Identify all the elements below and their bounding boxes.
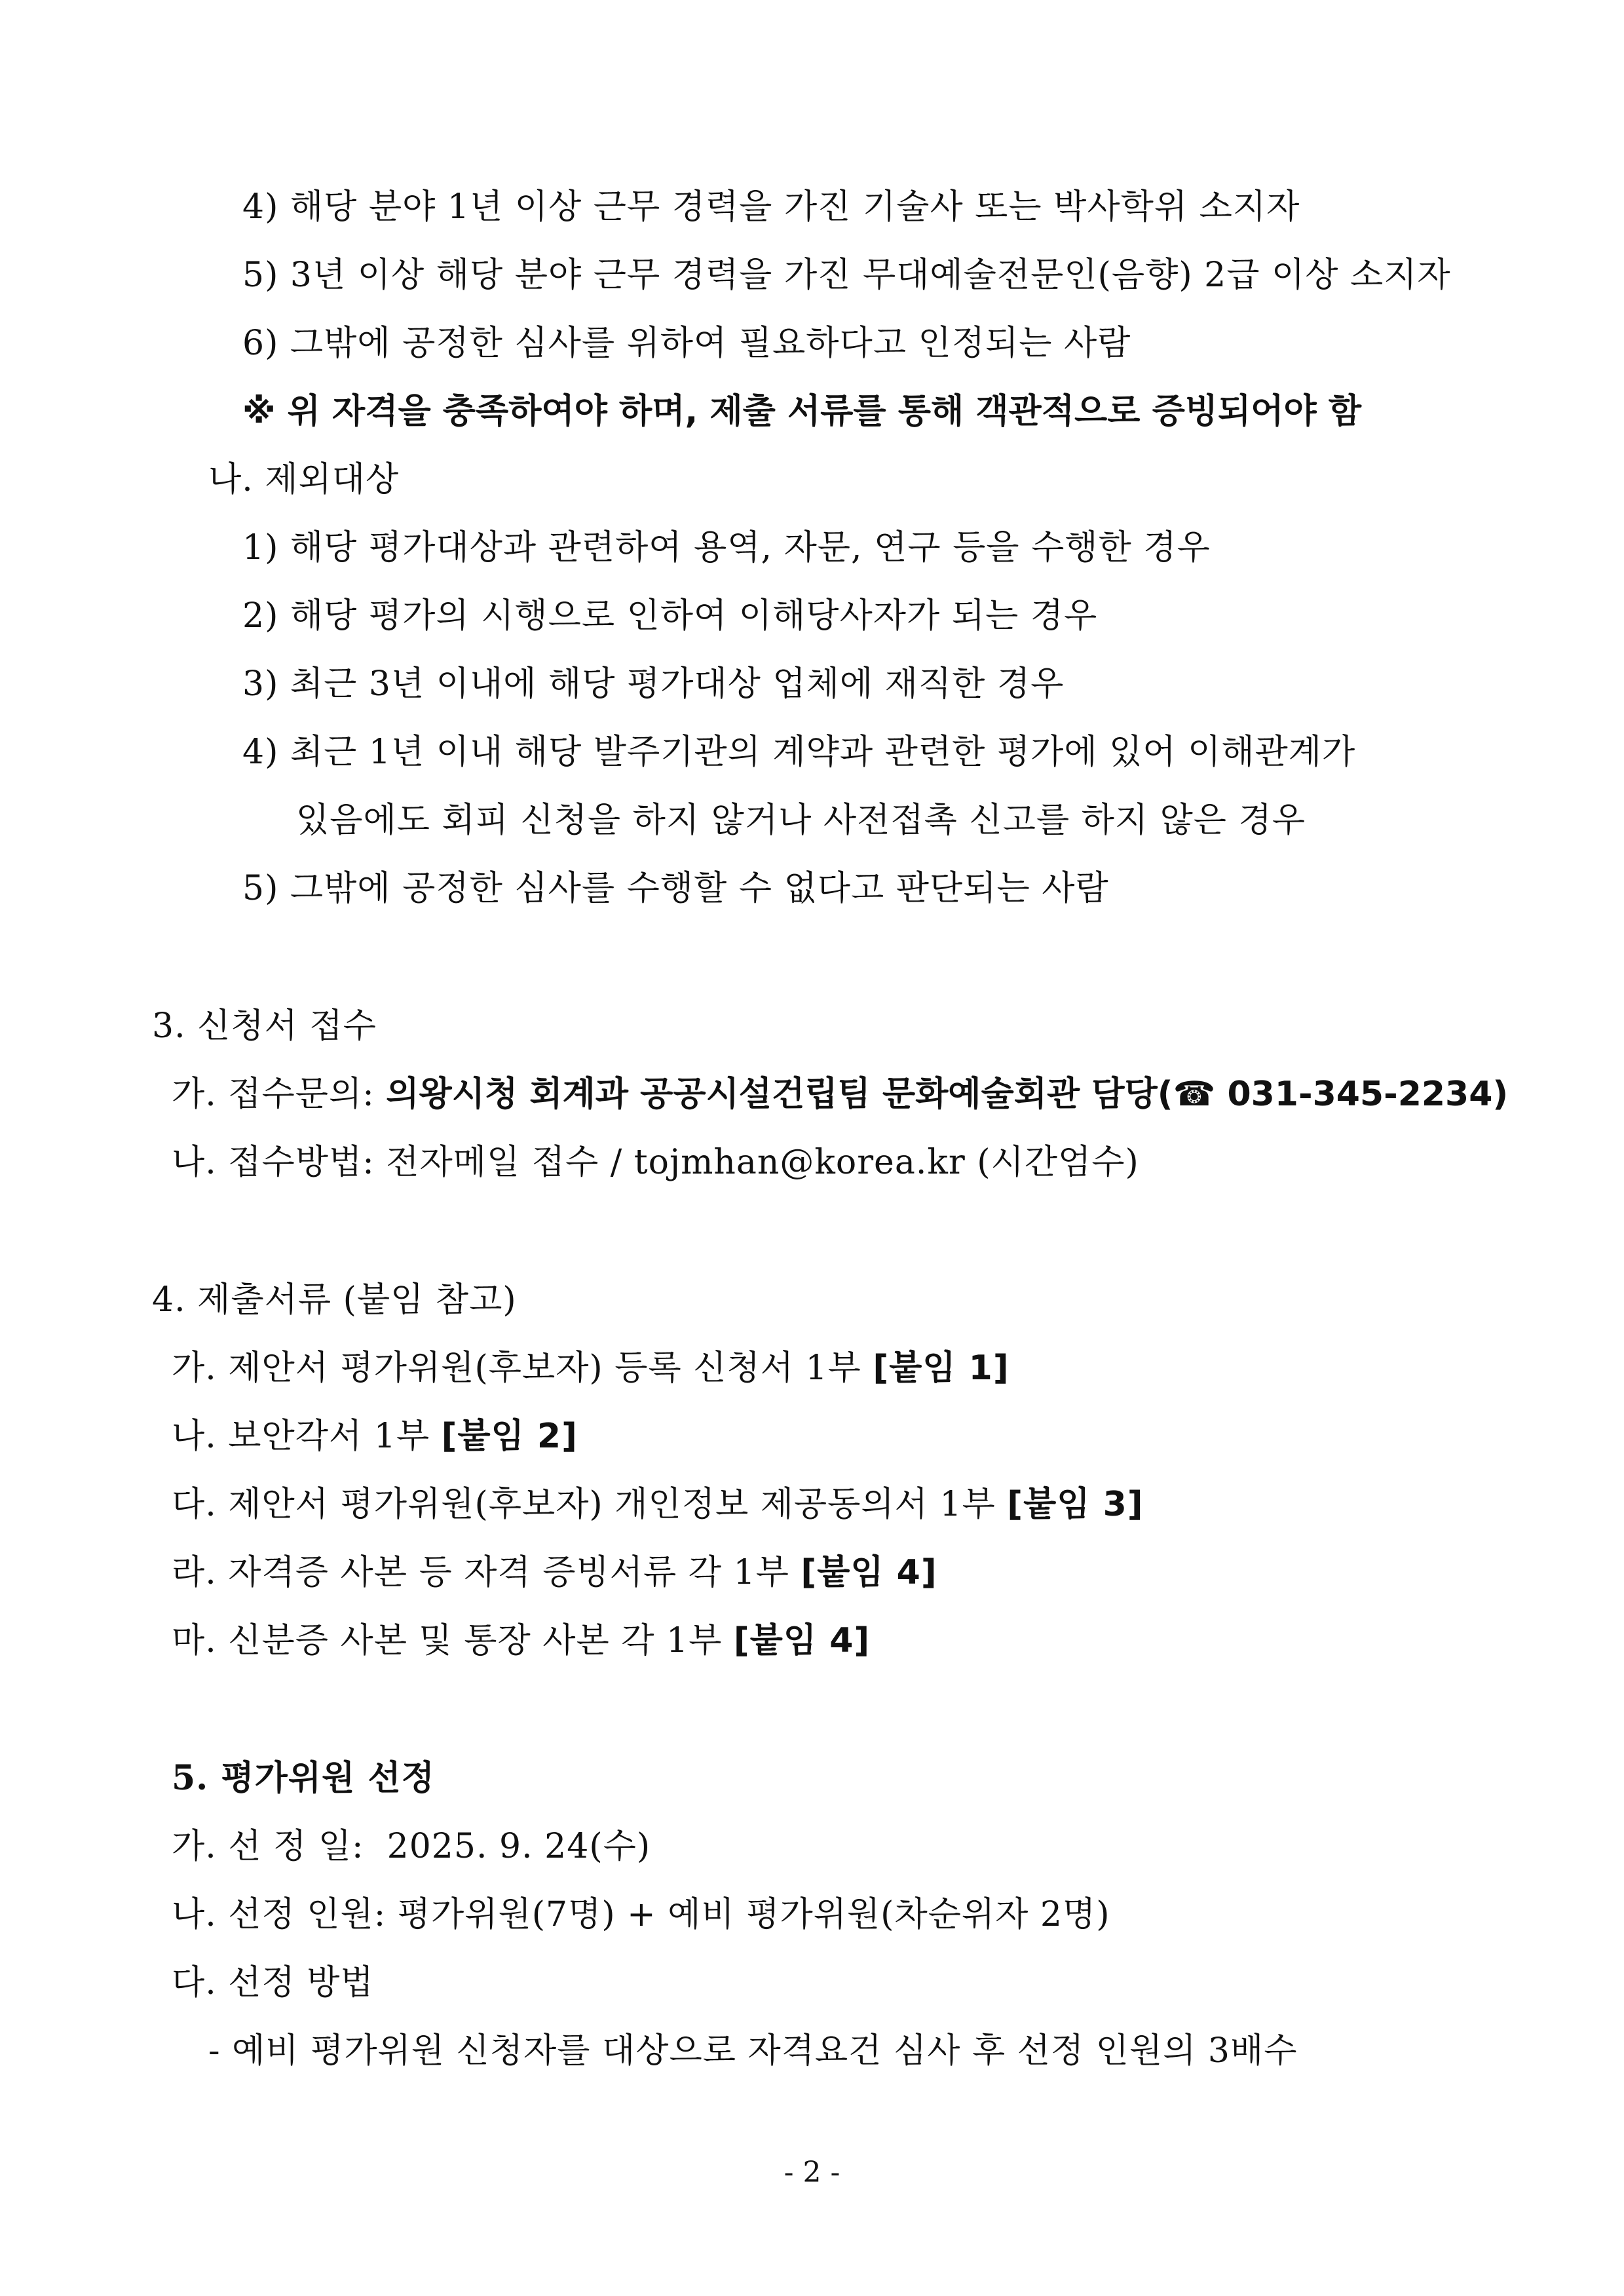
exclusion-item-5: 5) 그밖에 공정한 심사를 수행할 수 없다고 판단되는 사람 bbox=[242, 869, 1109, 908]
attachment-tag: [붙임 4] bbox=[801, 1553, 937, 1592]
exclusion-item-4-continued: 있음에도 회피 신청을 하지 않거나 사전접촉 신고를 하지 않은 경우 bbox=[296, 801, 1306, 840]
section-5-heading: 5. 평가위원 선정 bbox=[172, 1758, 435, 1798]
attachment-tag: [붙임 1] bbox=[873, 1349, 1010, 1388]
document-item: 라. 자격증 사본 등 자격 증빙서류 각 1부 [붙임 4] bbox=[172, 1553, 937, 1592]
inquiry-line bbox=[172, 1075, 1509, 1114]
attachment-tag: [붙임 4] bbox=[733, 1621, 871, 1660]
exclusion-item-3: 3) 최근 3년 이내에 해당 평가대상 업체에 재직한 경우 bbox=[242, 664, 1065, 704]
document-item: 다. 제안서 평가위원(후보자) 개인정보 제공동의서 1부 [붙임 3] bbox=[172, 1485, 1144, 1524]
document-item: 나. 보안각서 1부 [붙임 2] bbox=[172, 1417, 578, 1456]
attachment-tag: [붙임 3] bbox=[1007, 1485, 1144, 1524]
section-3-heading: 3. 신청서 접수 bbox=[152, 1006, 377, 1046]
selection-date: 가. 선 정 일: 2025. 9. 24(수) bbox=[172, 1827, 651, 1866]
submission-method: 나. 접수방법: 전자메일 접수 / tojmhan@korea.kr (시간엄수) bbox=[172, 1143, 1139, 1182]
page-number: - 2 - bbox=[784, 2156, 840, 2189]
document-item: 가. 제안서 평가위원(후보자) 등록 신청서 1부 [붙임 1] bbox=[172, 1349, 1010, 1388]
inquiry-contact: 의왕시청 회계과 공공시설건립팀 문화예술회관 담당(☎ 031-345-2234) bbox=[386, 1075, 1509, 1114]
qualification-item-6: 6) 그밖에 공정한 심사를 위하여 필요하다고 인정되는 사람 bbox=[242, 324, 1131, 363]
attachment-tag: [붙임 2] bbox=[441, 1417, 578, 1456]
exclusion-item-2: 2) 해당 평가의 시행으로 인하여 이해당사자가 되는 경우 bbox=[242, 596, 1098, 636]
exclusion-item-4: 4) 최근 1년 이내 해당 발주기관의 계약과 관련한 평가에 있어 이해관계가 bbox=[242, 733, 1356, 772]
selection-method-item: - 예비 평가위원 신청자를 대상으로 자격요건 심사 후 선정 인원의 3배수 bbox=[208, 2031, 1298, 2071]
selection-headcount: 나. 선정 인원: 평가위원(7명) + 예비 평가위원(차순위자 2명) bbox=[172, 1895, 1110, 1934]
exclusion-heading: 나. 제외대상 bbox=[208, 460, 400, 499]
selection-method-heading: 다. 선정 방법 bbox=[172, 1963, 374, 2002]
section-4-heading: 4. 제출서류 (붙임 참고) bbox=[152, 1280, 517, 1320]
inquiry-label: 가. 접수문의: bbox=[172, 1075, 387, 1114]
exclusion-item-1: 1) 해당 평가대상과 관련하여 용역, 자문, 연구 등을 수행한 경우 bbox=[242, 528, 1211, 567]
qualification-item-5: 5) 3년 이상 해당 분야 근무 경력을 가진 무대예술전문인(음향) 2급 이상 소지자 bbox=[242, 256, 1451, 295]
qualification-item-4: 4) 해당 분야 1년 이상 근무 경력을 가진 기술사 또는 박사학위 소지자 bbox=[242, 187, 1300, 227]
document-item: 마. 신분증 사본 및 통장 사본 각 1부 [붙임 4] bbox=[172, 1621, 871, 1660]
qualification-note: ※ 위 자격을 충족하여야 하며, 제출 서류를 통해 객관적으로 증빙되어야 함 bbox=[242, 392, 1362, 431]
